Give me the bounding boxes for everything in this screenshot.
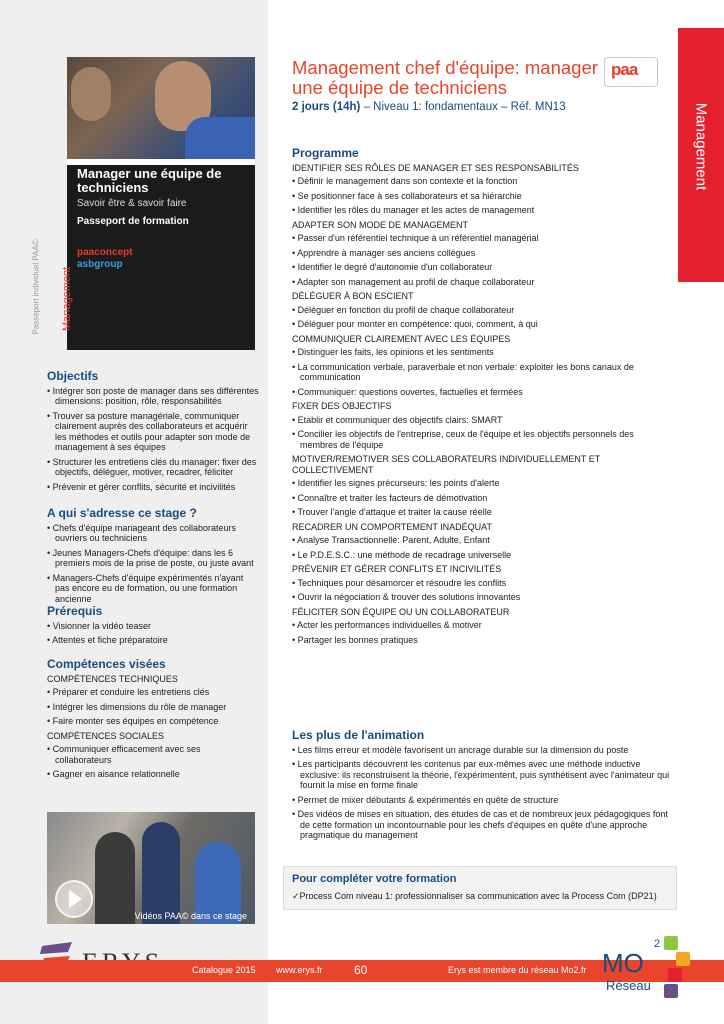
programme-subheading: PRÉVENIR ET GÉRER CONFLITS ET INCIVILITÉS bbox=[292, 564, 502, 574]
plus-heading: Les plus de l'animation bbox=[292, 728, 425, 742]
complement-box bbox=[283, 866, 677, 910]
list-item: • Acter les performances individuelles & motiver bbox=[292, 620, 482, 630]
puzzle-icon bbox=[676, 952, 690, 966]
list-item: • Identifier les rôles du manager et les actes de management bbox=[292, 205, 535, 215]
objectifs-section bbox=[47, 371, 259, 496]
programme-subheading: FIXER DES OBJECTIFS bbox=[292, 401, 392, 411]
cover-person-left bbox=[71, 67, 111, 121]
list-item: • Jeunes Managers-Chefs d'équipe: dans les 6 premiers mois de la prise de poste, ou juste avant bbox=[47, 547, 254, 568]
list-item: • Apprendre à manager ses anciens collègues bbox=[292, 247, 476, 258]
cover-vertical-label: Management bbox=[61, 266, 73, 331]
list-item: • Intégrer son poste de manager dans ses différentes dimensions: position, rôle, responsabilités bbox=[47, 385, 259, 406]
list-item: • Attentes et fiche préparatoire bbox=[47, 635, 168, 645]
programme-section bbox=[292, 148, 672, 649]
mo2-reseau: Réseau bbox=[606, 978, 651, 993]
list-item: • Passer d'un référentiel technique à un référentiel managérial bbox=[292, 233, 539, 243]
mo2-text: MO bbox=[602, 948, 644, 978]
list-item: • Connaître et traiter les facteurs de démotivation bbox=[292, 492, 488, 503]
programme-subheading: DÉLÉGUER À BON ESCIENT bbox=[292, 291, 414, 301]
mo2-logo bbox=[594, 934, 690, 1004]
programme-subheading: FÉLICITER SON ÉQUIPE OU UN COLLABORATEUR bbox=[292, 606, 510, 617]
video-person bbox=[142, 822, 180, 924]
video-caption: Vidéos PAA© dans ce stage bbox=[134, 911, 247, 921]
cover-divider bbox=[67, 159, 255, 165]
list-item: • Ouvrir la négociation & trouver des solutions innovantes bbox=[292, 592, 521, 602]
list-item: • Partager les bonnes pratiques bbox=[292, 634, 418, 645]
list-item: • Techniques pour désamorcer et résoudre les conflits bbox=[292, 577, 507, 588]
list-item: • Communiquer: questions ouvertes, factuelles et fermées bbox=[292, 386, 523, 397]
list-item: • Les participants découvrent les contenus par eux-mêmes avec une méthode inductive exclusive: ils reconstruisent la théorie, l'expérimentent, puis synthétisent avec l'animateur qui fournit la mise en forme finale bbox=[292, 759, 670, 790]
programme-subheading: IDENTIFIER SES RÔLES DE MANAGER ET SES RESPONSABILITÉS bbox=[292, 162, 579, 173]
list-item: • Déléguer pour monter en compétence: quoi, comment, à qui bbox=[292, 319, 538, 329]
competences-section bbox=[47, 659, 259, 784]
list-item: • Des vidéos de mises en situation, des études de cas et de nombreux jeux pédagogiques font de cette formation un incontournable pour les chefs d'équipes en quête d'une approche pragmatique du management bbox=[292, 809, 668, 840]
footer-catalogue: Catalogue 2015 bbox=[192, 965, 256, 975]
competences-heading: Compétences visées bbox=[47, 657, 166, 671]
competences-soc-label: COMPÉTENCES SOCIALES bbox=[47, 730, 165, 741]
list-item: • Analyse Transactionnelle: Parent, Adulte, Enfant bbox=[292, 535, 490, 545]
puzzle-icon bbox=[668, 968, 682, 982]
list-item: • Permet de mixer débutants & expérimentés en quête de structure bbox=[292, 794, 559, 805]
side-caption: Passeport individuel PAA© bbox=[31, 239, 41, 335]
programme-subheading: MOTIVER/REMOTIVER SES COLLABORATEURS INDIVIDUELLEMENT ET COLLECTIVEMENT bbox=[292, 454, 601, 475]
list-item: • Concilier les objectifs de l'entreprise, ceux de l'équipe et les objectifs personnels des membres de l'équipe bbox=[292, 429, 634, 450]
list-item: • Identifier les signes précurseurs: les points d'alerte bbox=[292, 478, 500, 488]
list-item: • Déléguer en fonction du profil de chaque collaborateur bbox=[292, 304, 515, 315]
list-item: • Intégrer les dimensions du rôle de manager bbox=[47, 701, 227, 712]
list-item: • Définir le management dans son contexte et la fonction bbox=[292, 176, 518, 186]
cover-logo-asbgroup: asbgroup bbox=[77, 259, 123, 270]
plus-section bbox=[292, 730, 672, 845]
list-item: • Gagner en aisance relationnelle bbox=[47, 769, 180, 779]
list-item: • Trouver sa posture managériale, communiquer clairement auprès des collaborateurs et acquérir les méthodes et outils pour adapter son mode de management à ses équipes bbox=[47, 410, 251, 452]
list-item: • Le P.D.E.S.C.: une méthode de recadrage universelle bbox=[292, 549, 512, 560]
list-item: • Identifier le degré d'autonomie d'un collaborateur bbox=[292, 262, 493, 272]
footer-url[interactable]: www.erys.fr bbox=[276, 965, 323, 975]
list-item: • Managers-Chefs d'équipe expérimentés n'ayant pas encore eu de formation, ou une formation ancienne bbox=[47, 572, 244, 604]
category-tab: Management bbox=[678, 28, 724, 282]
programme-heading: Programme bbox=[292, 146, 359, 160]
list-item: • Faire monter ses équipes en compétence bbox=[47, 716, 219, 726]
cover-subtitle: Savoir être & savoir faire bbox=[77, 198, 187, 209]
list-item: • Distinguer les faits, les opinions et les sentiments bbox=[292, 347, 494, 357]
programme-subheading: COMMUNIQUER CLAIREMENT AVEC LES ÉQUIPES bbox=[292, 333, 511, 344]
video-person bbox=[95, 832, 135, 924]
prerequis-heading: Prérequis bbox=[47, 604, 103, 618]
page-number: 60 bbox=[354, 963, 368, 977]
list-item: • Etablir et communiquer des objectifs clairs: SMART bbox=[292, 414, 503, 425]
cover-person-shirt bbox=[185, 117, 255, 159]
programme-subheading: ADAPTER SON MODE DE MANAGEMENT bbox=[292, 219, 469, 230]
list-item: • Structurer les entretiens clés du manager: fixer des objectifs, déléguer, motiver, recadrer, féliciter bbox=[47, 456, 257, 477]
complement-link[interactable]: ✓Process Com niveau 1: professionnaliser sa communication avec la Process Com (DP21) bbox=[292, 891, 657, 901]
list-item: • La communication verbale, paraverbale et non verbale: exploiter les bons canaux de communication bbox=[292, 361, 634, 382]
list-item: • Adapter son management au profil de chaque collaborateur bbox=[292, 276, 535, 287]
competences-tech-label: COMPÉTENCES TECHNIQUES bbox=[47, 673, 178, 684]
public-section bbox=[47, 508, 259, 608]
list-item: • Trouver l'angle d'attaque et traiter la cause réelle bbox=[292, 507, 492, 517]
programme-subheading: RECADRER UN COMPORTEMENT INADÉQUAT bbox=[292, 521, 493, 532]
course-meta: 2 jours (14h) – Niveau 1: fondamentaux – Réf. MN13 bbox=[292, 101, 566, 113]
public-heading: A qui s'adresse ce stage ? bbox=[47, 506, 197, 520]
paa-badge: paa bbox=[604, 57, 658, 87]
list-item: • Se positionner face à ses collaborateurs et sa hiérarchie bbox=[292, 190, 522, 201]
complement-heading: Pour compléter votre formation bbox=[292, 873, 457, 885]
video-thumbnail[interactable] bbox=[47, 812, 255, 924]
puzzle-icon bbox=[664, 936, 678, 950]
footer-member: Erys est membre du réseau Mo2.fr bbox=[448, 965, 587, 975]
list-item: • Visionner la vidéo teaser bbox=[47, 620, 152, 631]
page-title: Management chef d'équipe: manager une équipe de techniciens bbox=[292, 57, 598, 98]
list-item: • Préparer et conduire les entretiens clés bbox=[47, 687, 210, 697]
objectifs-heading: Objectifs bbox=[47, 369, 99, 383]
cover-logo-paaconcept: paaconcept bbox=[77, 247, 133, 258]
cover-passport: Passeport de formation bbox=[77, 216, 189, 227]
list-item: • Prévenir et gérer conflits, sécurité et incivilités bbox=[47, 481, 236, 492]
prerequis-section bbox=[47, 606, 259, 650]
list-item: • Chefs d'équipe manageant des collaborateurs ouvriers ou techniciens bbox=[47, 522, 236, 543]
cover-title: Manager une équipe de techniciens bbox=[77, 166, 222, 195]
play-icon[interactable] bbox=[55, 880, 93, 918]
cover-photo bbox=[67, 57, 255, 159]
puzzle-icon bbox=[664, 984, 678, 998]
book-cover bbox=[61, 57, 255, 350]
list-item: • Les films erreur et modèle favorisent un ancrage durable sur la dimension du poste bbox=[292, 744, 629, 755]
mo2-superscript: 2 bbox=[654, 938, 661, 950]
list-item: • Communiquer efficacement avec ses collaborateurs bbox=[47, 744, 201, 765]
